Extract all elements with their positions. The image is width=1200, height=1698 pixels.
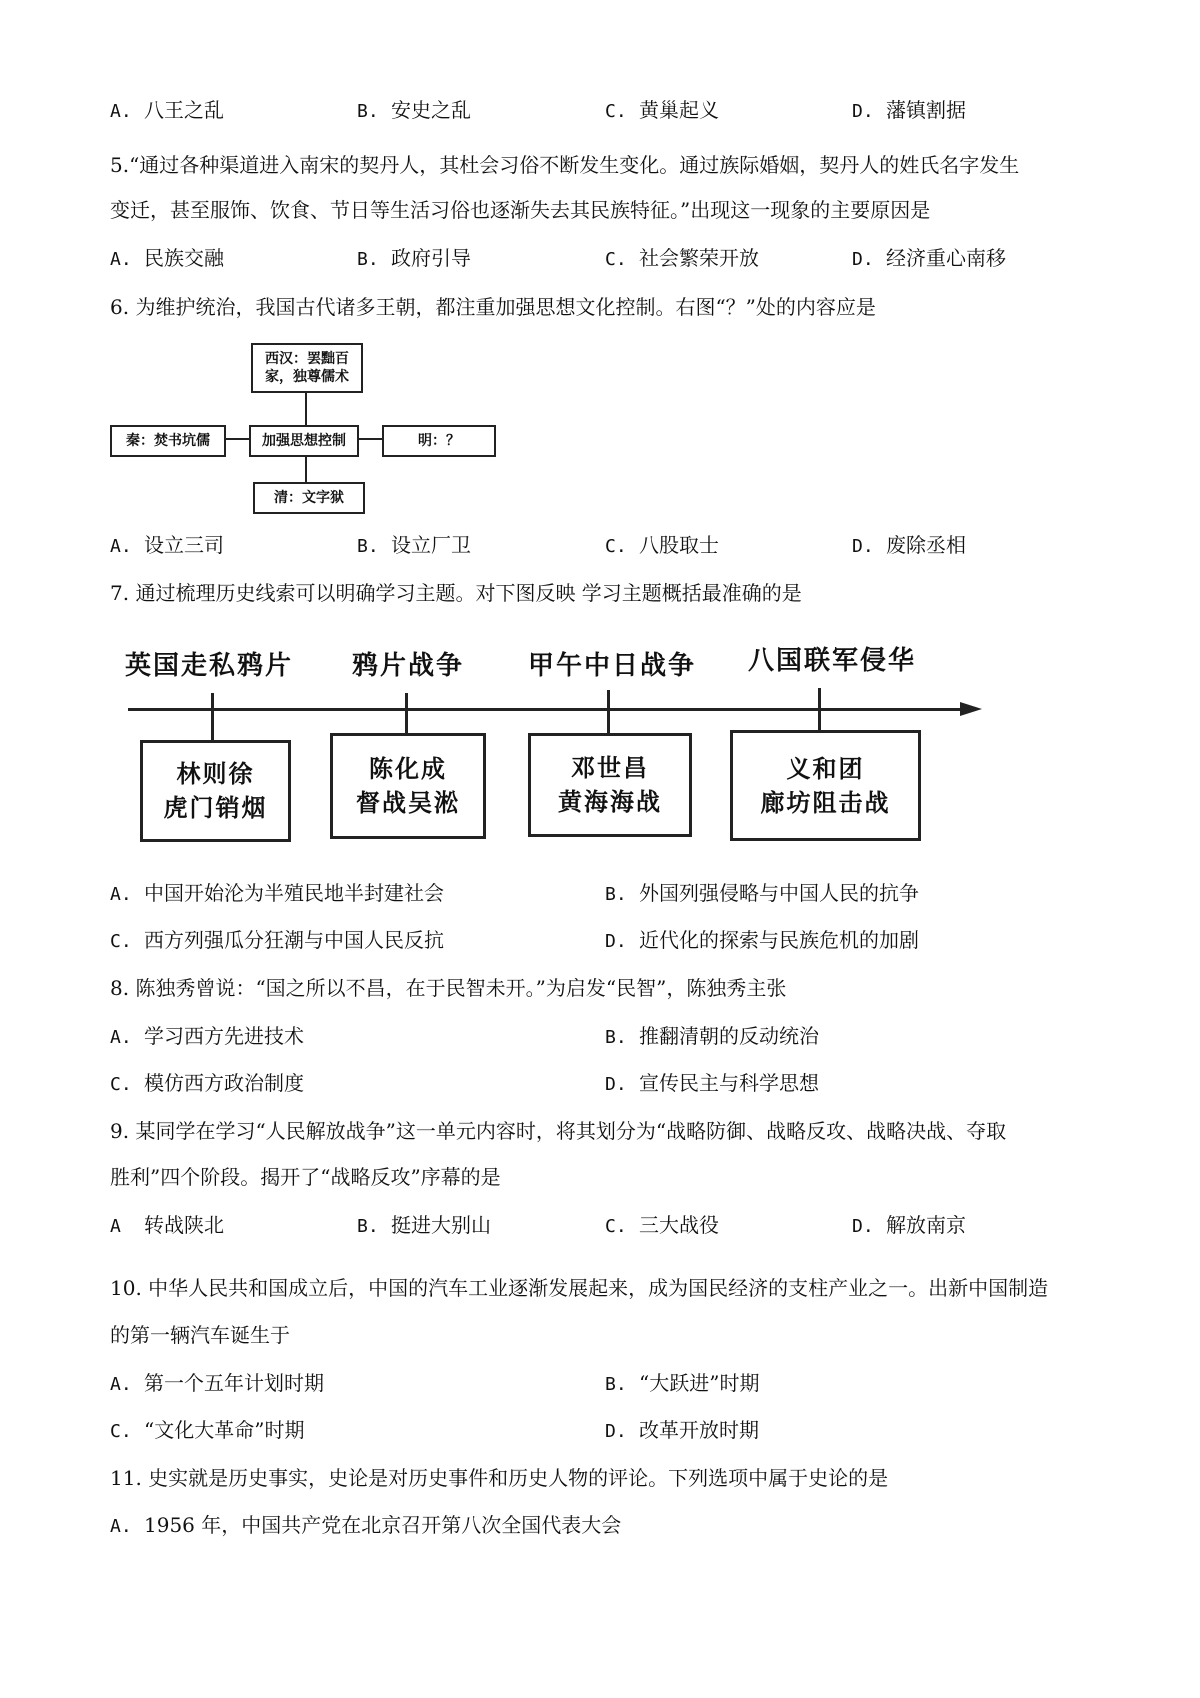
timeline-tick-1 <box>211 693 214 741</box>
q7-option-b: B. 外国列强侵略与中国人民的抗争 <box>605 881 919 905</box>
q6-option-d: D. 废除丞相 <box>852 533 966 557</box>
q4-option-b: B. 安史之乱 <box>357 98 471 122</box>
q10-stem-line1: 10. 中华人民共和国成立后，中国的汽车工业逐渐发展起来，成为国民经济的支柱产业之一。出新中国制造 <box>110 1276 1049 1300</box>
q6-box-top: 西汉：罢黜百家，独尊儒术 <box>251 343 363 393</box>
q8-option-d: D. 宣传民主与科学思想 <box>605 1071 819 1095</box>
q5-stem-line1: 5.“通过各种渠道进入南宋的契丹人，其杜会习俗不断发生变化。通过族际婚姻，契丹人的姓氏名字发生 <box>110 153 1020 177</box>
q7-option-c: C. 西方列强瓜分狂潮与中国人民反抗 <box>110 928 444 952</box>
q4-option-c: C. 黄巢起义 <box>605 98 719 122</box>
q9-option-b: B. 挺进大别山 <box>357 1213 491 1237</box>
q7-stem: 7. 通过梳理历史线索可以明确学习主题。对下图反映 学习主题概括最准确的是 <box>110 581 802 605</box>
q7-option-a: A. 中国开始沦为半殖民地半封建社会 <box>110 881 444 905</box>
q10-option-a: A. 第一个五年计划时期 <box>110 1371 324 1395</box>
q9-option-a: A 转战陕北 <box>110 1213 224 1237</box>
q6-box-right: 明：？ <box>382 425 496 457</box>
q9-option-d: D. 解放南京 <box>852 1213 966 1237</box>
timeline-tick-3 <box>607 690 610 734</box>
timeline-box-2: 陈化成 督战吴淞 <box>330 733 486 839</box>
q8-option-b: B. 推翻清朝的反动统治 <box>605 1024 819 1048</box>
timeline-tick-4 <box>818 688 821 730</box>
q9-stem-line2: 胜利”四个阶段。揭开了“战略反攻”序幕的是 <box>110 1165 501 1189</box>
q8-stem: 8. 陈独秀曾说：“国之所以不昌，在于民智未开。”为启发“民智”，陈独秀主张 <box>110 976 787 1000</box>
timeline-tick-2 <box>405 693 408 733</box>
q4-option-d: D. 藩镇割据 <box>852 98 966 122</box>
q9-option-c: C. 三大战役 <box>605 1213 719 1237</box>
timeline-event-1: 英国走私鸦片 <box>125 651 294 681</box>
timeline-event-2: 鸦片战争 <box>352 651 465 681</box>
q6-box-left: 秦：焚书坑儒 <box>110 425 226 457</box>
timeline-arrow-icon <box>960 700 982 718</box>
q10-option-d: D. 改革开放时期 <box>605 1418 759 1442</box>
q6-option-c: C. 八股取士 <box>605 533 719 557</box>
q9-stem-line1: 9. 某同学在学习“人民解放战争”这一单元内容时，将其划分为“战略防御、战略反攻、战略决战、夺取 <box>110 1119 1007 1143</box>
q4-option-a: A. 八王之乱 <box>110 98 224 122</box>
timeline-event-3: 甲午中日战争 <box>528 651 697 681</box>
timeline-axis <box>128 708 968 711</box>
q6-option-b: B. 设立厂卫 <box>357 533 471 557</box>
q5-option-b: B. 政府引导 <box>357 246 471 270</box>
timeline-box-1: 林则徐 虎门销烟 <box>140 740 291 842</box>
q5-stem-line2: 变迁，甚至服饰、饮食、节日等生活习俗也逐渐失去其民族特征。”出现这一现象的主要原因是 <box>110 198 931 222</box>
q6-box-center: 加强思想控制 <box>249 425 359 457</box>
q10-option-c: C. “文化大革命”时期 <box>110 1418 305 1442</box>
timeline-event-4: 八国联军侵华 <box>748 646 917 676</box>
q11-stem: 11. 史实就是历史事实，史论是对历史事件和历史人物的评论。下列选项中属于史论的是 <box>110 1466 889 1490</box>
q6-stem: 6. 为维护统治，我国古代诸多王朝，都注重加强思想文化控制。右图“？”处的内容应是 <box>110 295 876 319</box>
q5-option-d: D. 经济重心南移 <box>852 246 1006 270</box>
timeline-box-4: 义和团 廊坊阻击战 <box>730 730 921 841</box>
q8-option-a: A. 学习西方先进技术 <box>110 1024 304 1048</box>
q11-option-a: A. 1956 年，中国共产党在北京召开第八次全国代表大会 <box>110 1513 622 1537</box>
timeline-box-3: 邓世昌 黄海海战 <box>528 733 692 837</box>
q10-stem-line2: 的第一辆汽车诞生于 <box>110 1323 290 1347</box>
q7-option-d: D. 近代化的探索与民族危机的加剧 <box>605 928 919 952</box>
q6-box-bottom: 清：文字狱 <box>253 482 365 514</box>
q5-option-c: C. 社会繁荣开放 <box>605 246 759 270</box>
q5-option-a: A. 民族交融 <box>110 246 224 270</box>
q10-option-b: B. “大跃进”时期 <box>605 1371 760 1395</box>
q6-option-a: A. 设立三司 <box>110 533 224 557</box>
q8-option-c: C. 模仿西方政治制度 <box>110 1071 304 1095</box>
